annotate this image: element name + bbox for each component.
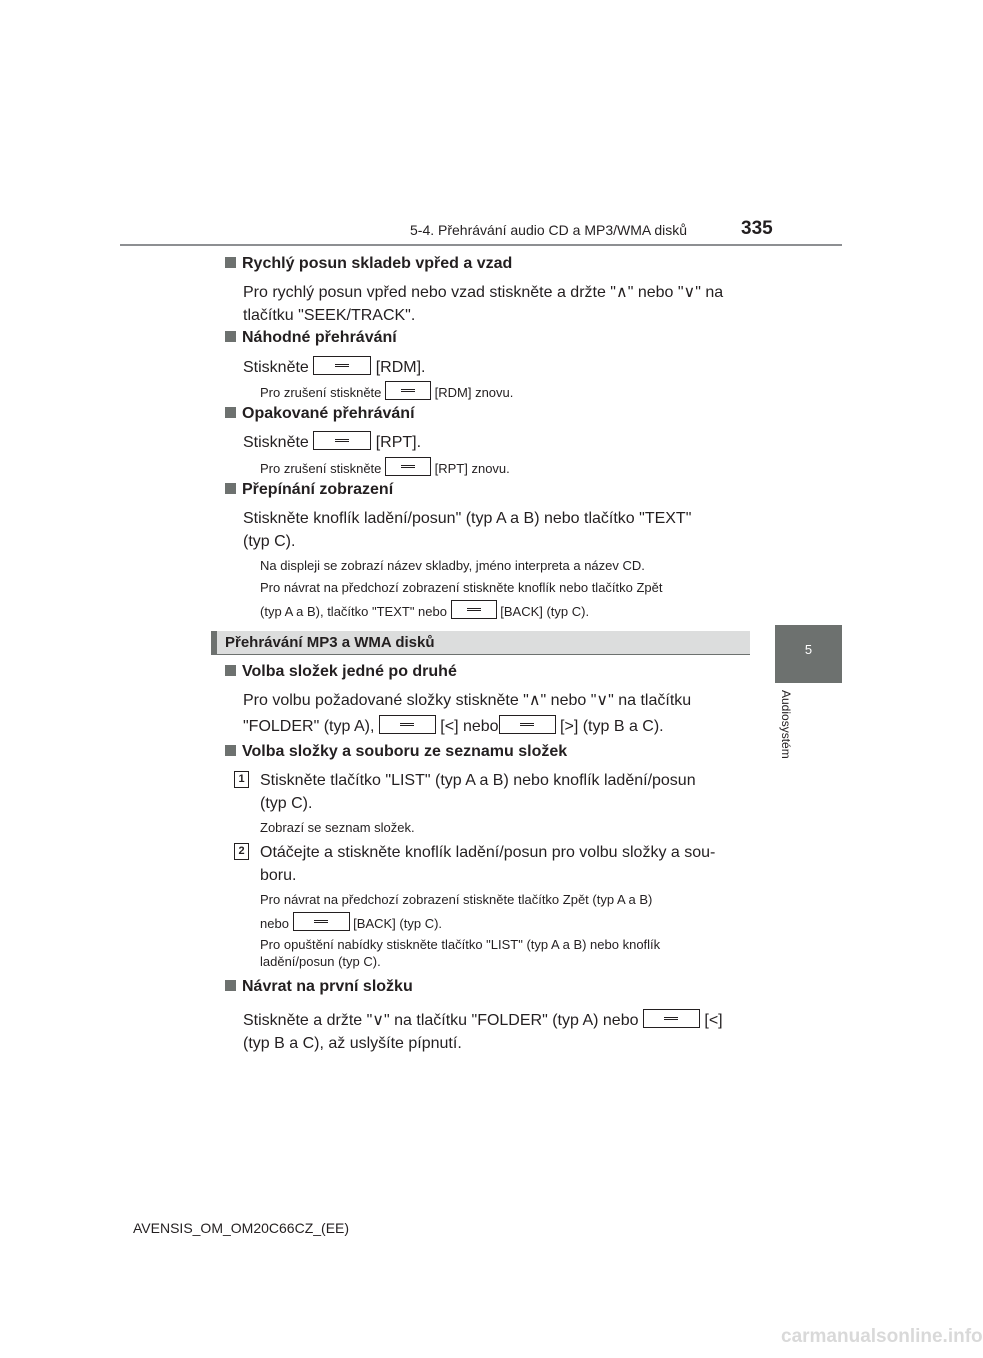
chapter-title: 5-4. Přehrávání audio CD a MP3/WMA disků (410, 222, 688, 238)
chapter-tab (775, 625, 842, 683)
display-note-3: (typ A a B), tlačítko "TEXT" nebo [BACK] (typ C). (260, 600, 745, 622)
screen-button-icon (499, 715, 556, 734)
display-body-line-1: Stiskněte knoflík ladění/posun" (typ A a B) nebo tlačítko "TEXT" (243, 510, 692, 527)
step2-note-3: Pro opuštění nabídky stiskněte tlačítko "LIST" (typ A a B) nebo knoflík (260, 937, 661, 952)
heading-first-folder: Návrat na první složku (225, 978, 413, 996)
screen-button-icon (385, 381, 431, 400)
step1-line-2: (typ C). (260, 795, 313, 812)
step2-note-2: nebo [BACK] (typ C). (260, 912, 745, 934)
heading-display: Přepínání zobrazení (225, 481, 393, 499)
seek-body-line-1: Pro rychlý posun vpřed nebo vzad stiskněte a držte "∧" nebo "∨" na (243, 284, 724, 301)
display-note-1: Na displeji se zobrazí název skladby, jméno interpreta a název CD. (260, 558, 645, 573)
heading-repeat: Opakované přehrávání (225, 405, 415, 423)
square-bullet-icon (225, 665, 236, 676)
screen-button-icon (643, 1009, 700, 1028)
screen-button-icon (379, 715, 436, 734)
chapter-tab-number: 5 (804, 642, 813, 657)
step2-note-4: ladění/posun (typ C). (260, 954, 381, 969)
page-number: 335 (741, 218, 773, 239)
step1-line-1: Stiskněte tlačítko "LIST" (typ A a B) nebo knoflík ladění/posun (260, 772, 696, 789)
repeat-note: Pro zrušení stiskněte [RPT] znovu. (260, 457, 745, 479)
screen-button-icon (313, 356, 371, 375)
step-number-1: 1 (234, 771, 249, 788)
first-folder-line-2: (typ B a C), až uslyšíte pípnutí. (243, 1035, 462, 1052)
step2-note-1: Pro návrat na předchozí zobrazení stiskněte tlačítko Zpět (typ A a B) (260, 892, 653, 907)
square-bullet-icon (225, 407, 236, 418)
folder-body-line-2: "FOLDER" (typ A), [<] nebo [>] (typ B a C). (243, 715, 745, 738)
square-bullet-icon (225, 745, 236, 756)
header-rule (120, 244, 842, 246)
folder-body-line-1: Pro volbu požadované složky stiskněte "∧" nebo "∨" na tlačítku (243, 692, 692, 709)
heading-folder-select: Volba složek jedné po druhé (225, 663, 457, 681)
section-title: Přehrávání MP3 a WMA disků (225, 634, 435, 651)
square-bullet-icon (225, 257, 236, 268)
first-folder-line-1: Stiskněte a držte "∨" na tlačítku "FOLDER" (typ A) nebo [<] (243, 1009, 745, 1032)
square-bullet-icon (225, 331, 236, 342)
screen-button-icon (385, 457, 431, 476)
chapter-side-label (779, 690, 810, 780)
section-title-bar (211, 631, 750, 655)
screen-button-icon (293, 912, 350, 931)
square-bullet-icon (225, 980, 236, 991)
heading-folder-list: Volba složky a souboru ze seznamu složek (225, 743, 567, 761)
square-bullet-icon (225, 483, 236, 494)
repeat-instruction: Stiskněte [RPT]. (243, 431, 745, 454)
footer-code: AVENSIS_OM_OM20C66CZ_(EE) (133, 1220, 350, 1236)
chapter-side-label-text: Audiosystém (779, 690, 793, 759)
heading-seek: Rychlý posun skladeb vpřed a vzad (225, 255, 512, 273)
step2-line-1: Otáčejte a stiskněte knoflík ladění/posun pro volbu složky a sou- (260, 844, 716, 861)
display-note-2: Pro návrat na předchozí zobrazení stiskněte knoflík nebo tlačítko Zpět (260, 580, 663, 595)
step2-line-2: boru. (260, 867, 297, 884)
seek-body-line-2: tlačítku "SEEK/TRACK". (243, 307, 416, 324)
step-number-2: 2 (234, 843, 249, 860)
step1-note: Zobrazí se seznam složek. (260, 820, 415, 835)
screen-button-icon (451, 600, 497, 619)
watermark: carmanualsonline.info (781, 1326, 983, 1347)
heading-random: Náhodné přehrávání (225, 329, 397, 347)
screen-button-icon (313, 431, 371, 450)
display-body-line-2: (typ C). (243, 533, 296, 550)
random-instruction: Stiskněte [RDM]. (243, 356, 745, 379)
random-note: Pro zrušení stiskněte [RDM] znovu. (260, 381, 745, 403)
